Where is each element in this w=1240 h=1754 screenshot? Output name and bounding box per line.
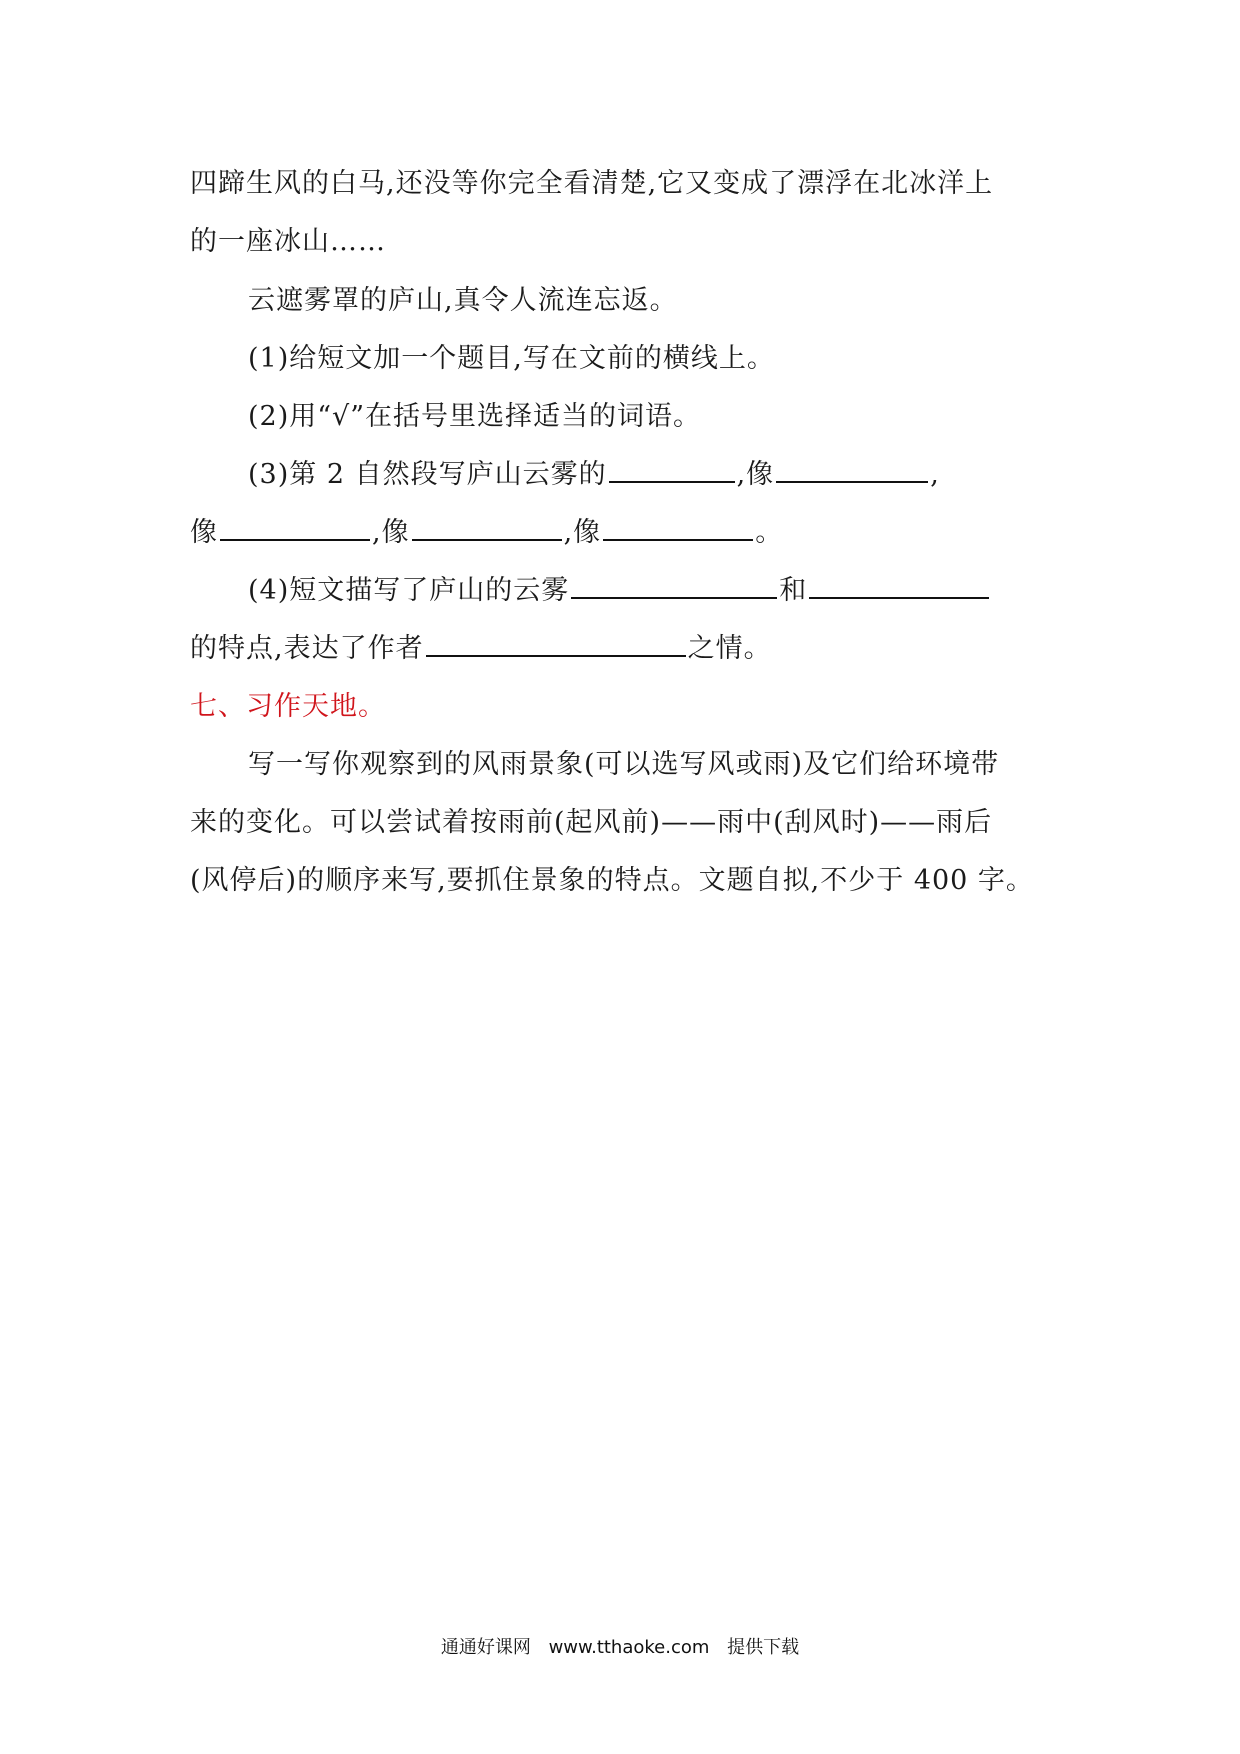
question-4-line-2-prefix: 的特点,表达了作者 (190, 633, 424, 664)
question-2: (2)用“√”在括号里选择适当的词语。 (248, 401, 702, 432)
section-7-paragraph-line-3: (风停后)的顺序来写,要抓住景象的特点。文题自拟,不少于 400 字。 (190, 865, 1034, 896)
passage-line-2: 的一座冰山…… (190, 226, 386, 257)
question-3-comma: , (930, 459, 940, 490)
footer-note: 提供下载 (727, 1637, 800, 1658)
question-4-line-2-end: 之情。 (687, 633, 772, 664)
answer-blank-q4-2[interactable] (809, 571, 989, 599)
answer-blank-q4-1[interactable] (571, 571, 777, 599)
question-3-prefix: (3)第 2 自然段写庐山云雾的 (248, 459, 607, 490)
answer-blank-q3-2[interactable] (776, 455, 928, 483)
question-3-like: 像 (190, 517, 218, 548)
footer-site-name: 通通好课网 (440, 1637, 531, 1658)
question-4-line-1 (248, 571, 991, 611)
question-1: (1)给短文加一个题目,写在文前的横线上。 (248, 343, 775, 374)
question-3-sep-3: ,像 (563, 517, 602, 548)
passage-line-1: 四蹄生风的白马,还没等你完全看清楚,它又变成了漂浮在北冰洋上 (190, 168, 994, 199)
section-7-paragraph-line-2: 来的变化。可以尝试着按雨前(起风前)——雨中(刮风时)——雨后 (190, 807, 993, 838)
question-3-sep-1: ,像 (736, 459, 775, 490)
passage-line-3: 云遮雾罩的庐山,真令人流连忘返。 (248, 285, 678, 316)
section-7-heading: 七、习作天地。 (190, 691, 386, 722)
question-4-prefix: (4)短文描写了庐山的云雾 (248, 575, 570, 606)
question-3-line-1 (248, 455, 940, 495)
question-4-and: 和 (779, 575, 808, 606)
answer-blank-q4-3[interactable] (426, 629, 686, 657)
answer-blank-q3-4[interactable] (412, 513, 562, 541)
question-4-line-2 (190, 629, 772, 669)
answer-blank-q3-1[interactable] (609, 455, 735, 483)
footer-url[interactable]: www.tthaoke.com (548, 1637, 710, 1658)
page-footer (0, 1633, 1240, 1659)
answer-blank-q3-3[interactable] (220, 513, 370, 541)
section-7-paragraph-line-1: 写一写你观察到的风雨景象(可以选写风或雨)及它们给环境带 (248, 749, 1000, 780)
answer-blank-q3-5[interactable] (603, 513, 753, 541)
question-3-line-2 (190, 513, 783, 553)
question-3-sep-2: ,像 (372, 517, 410, 548)
question-3-end: 。 (755, 517, 784, 548)
